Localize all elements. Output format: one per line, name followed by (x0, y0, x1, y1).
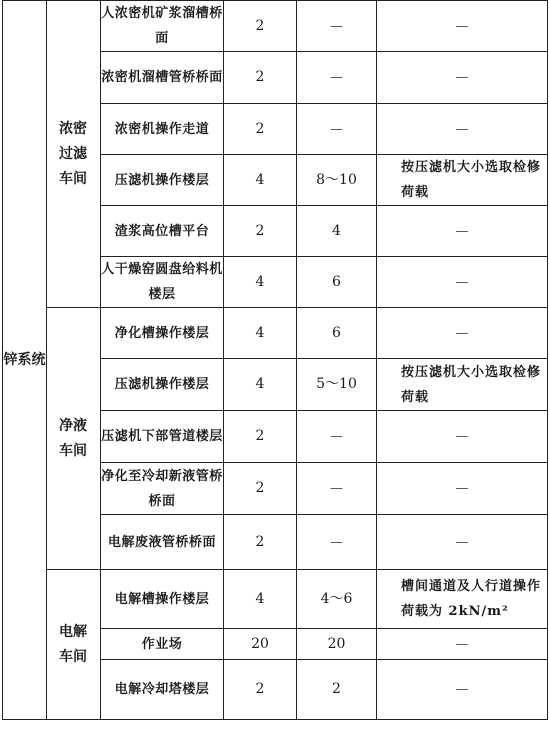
note-cell: — (377, 629, 548, 660)
note-cell: — (377, 515, 548, 570)
local-value: 20 (297, 629, 377, 660)
place-cell: 浓密机溜槽管桥桥面 (101, 52, 224, 104)
place-cell: 电解冷却塔楼层 (101, 660, 224, 720)
note-cell: 按压滤机大小选取检修荷载 (377, 155, 548, 206)
load-table (2, 0, 548, 720)
standard-value: 4 (224, 155, 297, 206)
place-cell: 渣浆高位槽平台 (101, 206, 224, 257)
workshop-cell: 电解车间 (47, 570, 101, 720)
note-cell: 按压滤机大小选取检修荷载 (377, 359, 548, 411)
standard-value: 4 (224, 308, 297, 359)
local-value: — (297, 463, 377, 515)
local-value: 6 (297, 257, 377, 308)
standard-value: 2 (224, 206, 297, 257)
note-cell: — (377, 411, 548, 463)
standard-value: 2 (224, 104, 297, 155)
local-value: — (297, 411, 377, 463)
standard-value: 20 (224, 629, 297, 660)
note-cell: — (377, 206, 548, 257)
place-cell: 电解槽操作楼层 (101, 570, 224, 629)
place-cell: 浓密机操作走道 (101, 104, 224, 155)
note-cell: — (377, 463, 548, 515)
standard-value: 2 (224, 52, 297, 104)
note-cell: — (377, 52, 548, 104)
place-cell: 压滤机操作楼层 (101, 359, 224, 411)
local-value: 6 (297, 308, 377, 359)
place-cell: 人干燥窑圆盘给料机楼层 (101, 257, 224, 308)
place-cell: 电解废液管桥桥面 (101, 515, 224, 570)
workshop-cell: 浓密过滤车间 (47, 1, 101, 308)
place-cell: 作业场 (101, 629, 224, 660)
place-cell: 压滤机下部管道楼层 (101, 411, 224, 463)
standard-value: 2 (224, 1, 297, 52)
local-value: 5～10 (297, 359, 377, 411)
standard-value: 2 (224, 463, 297, 515)
place-cell: 人浓密机矿浆溜槽桥面 (101, 1, 224, 52)
standard-value: 2 (224, 660, 297, 720)
place-cell: 压滤机操作楼层 (101, 155, 224, 206)
table-row (3, 570, 548, 629)
local-value: 4～6 (297, 570, 377, 629)
standard-value: 4 (224, 257, 297, 308)
local-value: 8～10 (297, 155, 377, 206)
note-cell: 槽间通道及人行道操作荷载为 2kN/m² (377, 570, 548, 629)
local-value: — (297, 1, 377, 52)
local-value: 4 (297, 206, 377, 257)
local-value: — (297, 515, 377, 570)
standard-value: 4 (224, 359, 297, 411)
note-cell: — (377, 308, 548, 359)
note-cell: — (377, 660, 548, 720)
system-cell: 锌系统 (3, 1, 47, 720)
note-cell: — (377, 1, 548, 52)
table-row (3, 308, 548, 359)
standard-value: 4 (224, 570, 297, 629)
local-value: 2 (297, 660, 377, 720)
table-row (3, 1, 548, 52)
workshop-cell: 净液车间 (47, 308, 101, 570)
place-cell: 净化至冷却新液管桥桥面 (101, 463, 224, 515)
place-cell: 净化槽操作楼层 (101, 308, 224, 359)
standard-value: 2 (224, 411, 297, 463)
local-value: — (297, 52, 377, 104)
local-value: — (297, 104, 377, 155)
standard-value: 2 (224, 515, 297, 570)
note-cell: — (377, 104, 548, 155)
note-cell: — (377, 257, 548, 308)
